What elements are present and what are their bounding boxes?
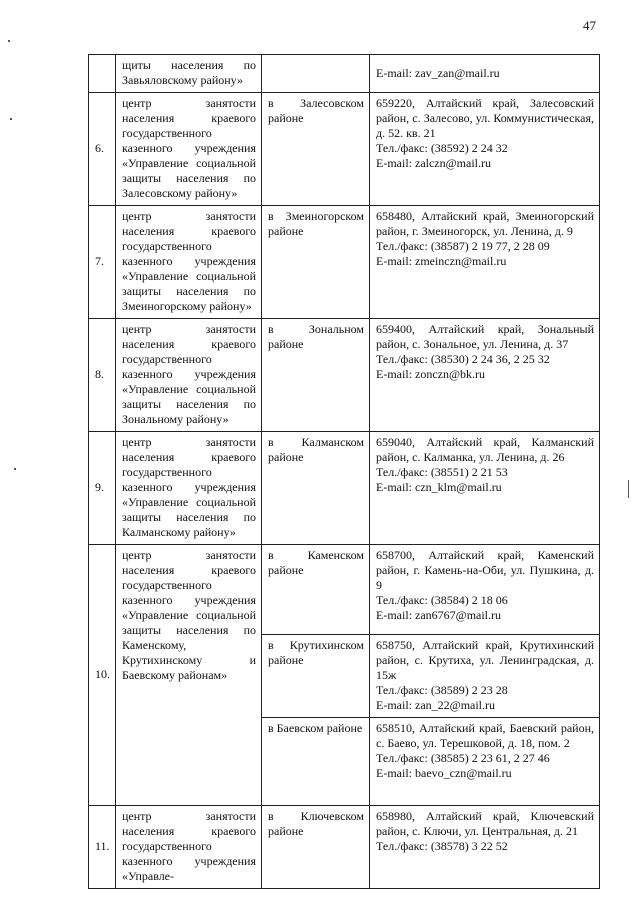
district-cell: в Баевском районе — [262, 718, 370, 806]
row-number: 6. — [89, 93, 116, 206]
phone-line: Тел./факс: (38584) 2 18 06 — [376, 593, 508, 607]
scan-speck — [10, 118, 12, 120]
contacts-cell — [370, 718, 600, 806]
org-cell: центр занятости населения краевого государственного казенного учреждения «Управление социальной защиты населения по Змеиногорскому району» — [116, 206, 262, 319]
contacts-cell — [370, 545, 600, 635]
row-number — [89, 55, 116, 93]
page-number: 47 — [583, 18, 596, 33]
address-line: 658700, Алтайский край, Каменский район, г. Камень-на-Оби, ул. Пушкина, д. 9 — [376, 548, 594, 592]
district-cell: в Зональном районе — [262, 319, 370, 432]
district-cell: в Каменском районе — [262, 545, 370, 635]
contacts-cell — [370, 55, 600, 93]
phone-line: Тел./факс: (38589) 2 23 28 — [376, 683, 508, 697]
org-cell: щиты населения по Завьяловскому району» — [116, 55, 262, 93]
phone-line: Тел./факс: (38592) 2 24 32 — [376, 141, 508, 155]
scan-speck — [14, 468, 16, 470]
contacts-cell — [370, 635, 600, 718]
district-cell — [262, 55, 370, 93]
district-cell: в Змеиногорском районе — [262, 206, 370, 319]
address-line: 658750, Алтайский край, Крутихинский район, с. Крутиха, ул. Ленинградская, д. 15ж — [376, 638, 594, 682]
address-line: 659220, Алтайский край, Залесовский район, с. Залесово, ул. Коммунистическая, д. 52. кв. 21 — [376, 96, 594, 140]
address-line: 659400, Алтайский край, Зональный район, с. Зональное, ул. Ленина, д. 37 — [376, 322, 594, 351]
contacts-cell — [370, 206, 600, 319]
phone-line: Тел./факс: (38551) 2 21 53 — [376, 465, 508, 479]
district-cell: в Залесовском районе — [262, 93, 370, 206]
email-line: E-mail: zan6767@mail.ru — [376, 608, 502, 622]
phone-line: Тел./факс: (38587) 2 19 77, 2 28 09 — [376, 239, 550, 253]
table-row — [89, 93, 600, 206]
address-line: 658980, Алтайский край, Ключевский район, с. Ключи, ул. Центральная, д. 21 — [376, 809, 594, 838]
district-cell: в Калманском районе — [262, 432, 370, 545]
org-cell: центр занятости населения краевого государственного казенного учреждения «Управле- — [116, 806, 262, 889]
table-row — [89, 55, 600, 93]
contacts-table — [88, 54, 600, 889]
phone-line: Тел./факс: (38578) 3 22 52 — [376, 839, 508, 853]
contacts-cell — [370, 93, 600, 206]
scan-speck — [8, 40, 10, 42]
email-line: E-mail: zmeinczn@mail.ru — [376, 254, 507, 268]
district-cell: в Крутихинском районе — [262, 635, 370, 718]
org-cell: центр занятости населения краевого государственного казенного учреждения «Управление социальной защиты населения по Калманскому району» — [116, 432, 262, 545]
table-row — [89, 206, 600, 319]
address-line: 658510, Алтайский край, Баевский район, с. Баево, ул. Терешковой, д. 18, пом. 2 — [376, 721, 594, 750]
table-row — [89, 545, 600, 635]
email-line: E-mail: czn_klm@mail.ru — [376, 480, 502, 494]
contacts-cell — [370, 319, 600, 432]
address-line: 659040, Алтайский край, Калманский район, с. Калманка, ул. Ленина, д. 26 — [376, 435, 594, 464]
contacts-cell — [370, 432, 600, 545]
scan-speck — [628, 480, 629, 498]
org-cell: центр занятости населения краевого государственного казенного учреждения «Управление социальной защиты населения по Зональному району» — [116, 319, 262, 432]
org-cell: центр занятости населения краевого государственного казенного учреждения «Управление социальной защиты населения по Залесовскому району» — [116, 93, 262, 206]
table-row — [89, 432, 600, 545]
email-line: E-mail: zonczn@bk.ru — [376, 367, 486, 381]
row-number: 10. — [89, 545, 116, 806]
org-cell: центр занятости населения краевого государственного казенного учреждения «Управление социальной защиты населения по Каменскому, Крутихинскому и Баевскому районам» — [116, 545, 262, 806]
row-number: 7. — [89, 206, 116, 319]
table-row — [89, 806, 600, 889]
table-row — [89, 319, 600, 432]
email-line: E-mail: zalczn@mail.ru — [376, 156, 492, 170]
email-line: E-mail: baevo_czn@mail.ru — [376, 766, 512, 780]
contacts-cell — [370, 806, 600, 889]
address-line: 658480, Алтайский край, Змеиногорский район, г. Змеиногорск, ул. Ленина, д. 9 — [376, 209, 594, 238]
email-line: E-mail: zan_22@mail.ru — [376, 698, 496, 712]
email-line: E-mail: zav_zan@mail.ru — [376, 65, 500, 80]
row-number: 9. — [89, 432, 116, 545]
district-cell: в Ключевском районе — [262, 806, 370, 889]
phone-line: Тел./факс: (38585) 2 23 61, 2 27 46 — [376, 751, 550, 765]
phone-line: Тел./факс: (38530) 2 24 36, 2 25 32 — [376, 352, 550, 366]
row-number: 8. — [89, 319, 116, 432]
row-number: 11. — [89, 806, 116, 889]
